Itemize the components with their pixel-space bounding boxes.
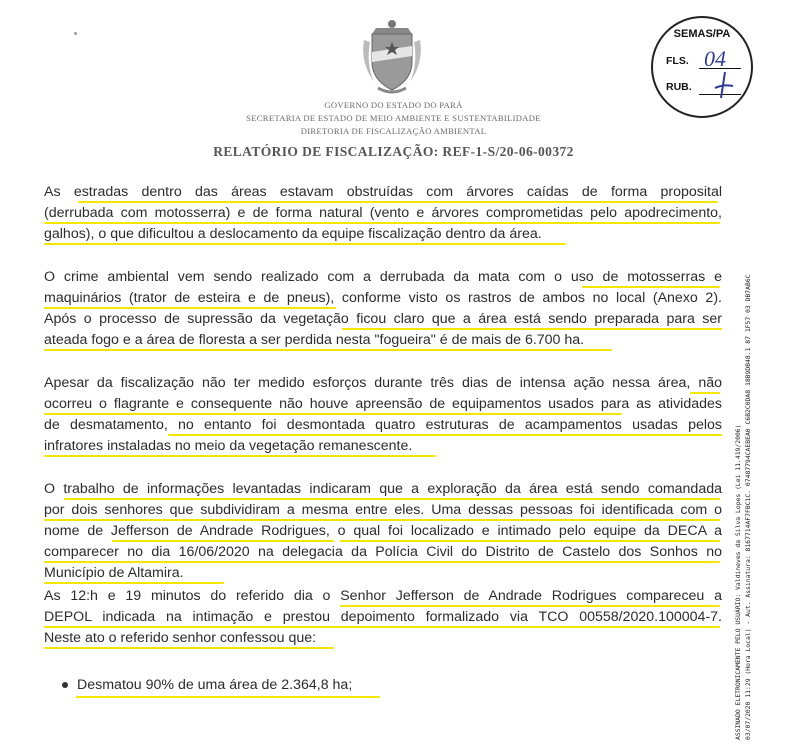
highlight-mark	[168, 434, 722, 436]
highlight-mark	[44, 647, 334, 649]
highlight-mark	[44, 582, 224, 584]
handwritten-rubric-signature	[711, 70, 735, 100]
paragraph-testimony	[44, 586, 722, 649]
paragraph-information-gathered	[44, 479, 722, 584]
paragraph-line: Após o processo de supressão da vegetação ficou claro que a área está sendo preparada para ser	[44, 311, 722, 327]
scan-speck	[74, 32, 77, 35]
paragraph-line: ateada fogo e a área de floresta a ser perdida nesta "fogueira" é de mais de 6.700 ha.	[44, 332, 585, 348]
paragraph-line: Neste ato o referido senhor confessou que:	[44, 630, 317, 646]
paragraph-line: DEPOL indicada na intimação e prestou depoimento formalizado via TCO 00558/2020.100004-7.	[44, 609, 722, 625]
highlight-mark	[44, 222, 720, 224]
highlight-mark	[44, 519, 720, 521]
stamp-title: SEMAS/PA	[673, 28, 731, 40]
paragraph-line: ocorreu o flagrante e consequente não houve apreensão de equipamentos usados para as atividades	[44, 396, 722, 412]
highlight-mark	[64, 498, 720, 500]
highlight-mark	[76, 696, 380, 698]
highlight-mark	[342, 328, 722, 330]
highlight-mark	[340, 605, 720, 607]
electronic-signature-line-2: 03/07/2020 11:29 (Hora Local) - Aut. Assinatura: 8167714AF7FBC1C. 07487794CAEBEA0 C6B2C0DA8 18B9DB48.1 87 1F57 03 DB7AB6C	[744, 274, 752, 740]
paragraph-roads	[44, 182, 722, 245]
paragraph-line: Apesar da fiscalização não ter medido esforços durante três dias de intensa ação nessa área, não	[44, 375, 722, 391]
highlight-mark	[112, 540, 334, 542]
paragraph-line: de desmatamento, no entanto foi desmontada quatro estruturas de acampamentos usadas pelos	[44, 417, 722, 433]
header-secretariat: SECRETARIA DE ESTADO DE MEIO AMBIENTE E SUSTENTABILIDADE	[246, 113, 541, 123]
highlight-mark	[44, 349, 612, 351]
highlight-mark	[78, 201, 718, 203]
paragraph-line: (derrubada com motosserra) e de forma natural (vento e árvores comprometidas pelo apodrecimento,	[44, 205, 722, 221]
paragraph-line: O crime ambiental vem sendo realizado com a derrubada da mata com o uso de motosserras e	[44, 269, 722, 285]
stamp-fls-label: FLS.	[666, 55, 689, 67]
highlight-mark	[44, 626, 720, 628]
paragraph-line: comparecer no dia 16/06/2020 na delegacia da Polícia Civil do Distrito de Castelo dos Sonhos no	[44, 544, 722, 560]
paragraph-environmental-crime	[44, 267, 722, 351]
highlight-mark	[340, 540, 720, 542]
bullet-text: Desmatou 90% de uma área de 2.364,8 ha;	[77, 677, 353, 693]
stamp-rub-label: RUB.	[666, 81, 692, 93]
stamp-fls-value: 04	[704, 46, 726, 71]
highlight-mark	[44, 307, 336, 309]
paragraph-line: por dois senhores que subdividiram a mesma entre eles. Uma dessas pessoas foi identificada com o	[44, 502, 722, 518]
highlight-mark	[690, 392, 720, 394]
paragraph-inspection-effort	[44, 373, 722, 457]
highlight-mark	[582, 286, 720, 288]
highlight-mark	[44, 413, 622, 415]
electronic-signature-line-1: ASSINADO ELETRONICAMENTE PELO USUÁRIO: Valdineves da Silva Lopes (Lei 11.419/2006)	[734, 424, 742, 740]
paragraph-line: O trabalho de informações levantadas indicaram que a exploração da área está sendo comandada	[44, 481, 722, 497]
confession-bullet-item	[62, 677, 352, 693]
header-government: GOVERNO DO ESTADO DO PARÁ	[324, 100, 463, 110]
electronic-signature-text	[733, 20, 753, 740]
paragraph-line: nome de Jefferson de Andrade Rodrigues, o qual foi localizado e intimado pelo equipe da DECA a	[44, 523, 722, 539]
state-coat-of-arms-logo	[356, 12, 428, 98]
paragraph-line: infratores instaladas no meio da vegetação remanescente.	[44, 438, 413, 454]
paragraph-line: galhos), o que dificultou a deslocamento da equipe fiscalização dentro da área.	[44, 226, 542, 242]
paragraph-line: As estradas dentro das áreas estavam obstruídas com árvores caídas de forma proposital	[44, 184, 722, 200]
bullet-dot-icon	[62, 682, 68, 688]
highlight-mark	[44, 455, 436, 457]
paragraph-line: maquinários (trator de esteira e de pneus), conforme visto os rastros de ambos no local (Anexo 2).	[44, 290, 722, 306]
highlight-mark	[44, 243, 566, 245]
highlight-mark	[44, 561, 720, 563]
report-title: RELATÓRIO DE FISCALIZAÇÃO: REF-1-S/20-06-00372	[213, 144, 574, 159]
paragraph-line: As 12:h e 19 minutos do referido dia o Senhor Jefferson de Andrade Rodrigues compareceu a	[44, 588, 722, 604]
paragraph-line: Município de Altamira.	[44, 565, 184, 581]
header-directorate: DIRETORIA DE FISCALIZAÇÃO AMBIENTAL	[300, 126, 487, 136]
